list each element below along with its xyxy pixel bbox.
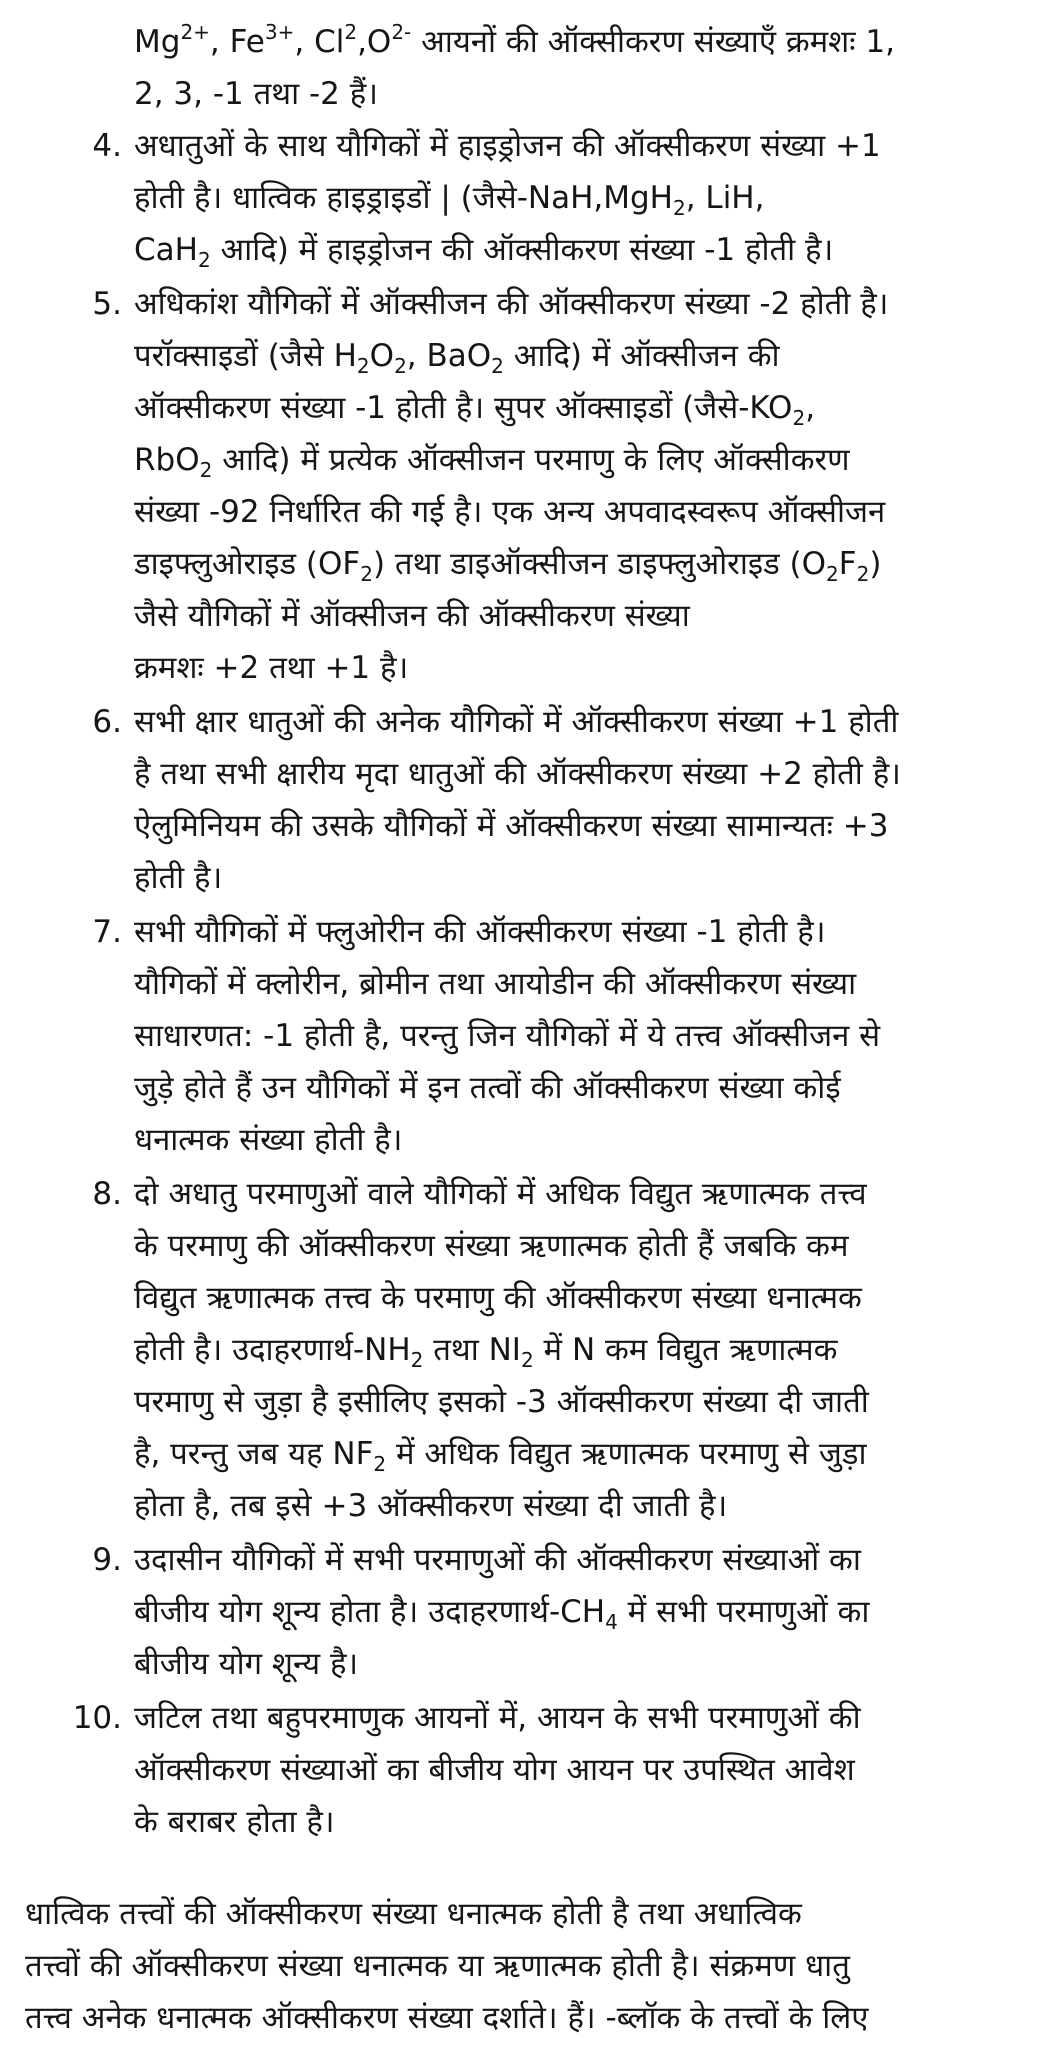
list-item-line: साधारणत: -1 होती है, परन्तु जिन यौगिकों में ये तत्त्व ऑक्सीजन से: [134, 1018, 881, 1054]
list-item-line: के परमाणु की ऑक्सीकरण संख्या ऋणात्मक होती हैं जबकि कम: [134, 1228, 849, 1264]
list-item-line: धनात्मक संख्या होती है।: [134, 1122, 403, 1158]
intro-line-2: 2, 3, -1 तथा -2 हैं।: [134, 76, 378, 112]
list-item-line: अधातुओं के साथ यौगिकों में हाइड्रोजन की ऑक्सीकरण संख्या +1: [134, 128, 881, 164]
list-item-line: यौगिकों में क्लोरीन, ब्रोमीन तथा आयोडीन की ऑक्सीकरण संख्या: [134, 966, 857, 1002]
paragraph-line: तत्त्वों की ऑक्सीकरण संख्या धनात्मक या ऋणात्मक होती है। संक्रमण धातु: [25, 1948, 850, 1984]
list-item-number: 10.: [72, 1700, 122, 1736]
list-item-line: के बराबर होता है।: [134, 1804, 335, 1840]
list-item-line: संख्या -92 निर्धारित की गई है। एक अन्य अपवादस्वरूप ऑक्सीजन: [134, 494, 886, 530]
list-item-number: 9.: [92, 1542, 122, 1578]
list-item-line: अधिकांश यौगिकों में ऑक्सीजन की ऑक्सीकरण संख्या -2 होती है।: [134, 286, 889, 322]
list-item-line: ऑक्सीकरण संख्या -1 होती है। सुपर ऑक्साइडों ($जैसे-KO_2$,: [134, 390, 816, 430]
list-item-number: 4.: [92, 128, 122, 164]
list-item-line: डाइफ्लुओराइड $(OF_2)$ तथा डाइऑक्सीजन डाइफ्लुओराइड $(O_2F_2)$: [134, 546, 882, 586]
list-item-line: जैसे यौगिकों में ऑक्सीजन की ऑक्सीकरण संख्या: [134, 598, 690, 634]
list-item-line: सभी यौगिकों में फ्लुओरीन की ऑक्सीकरण संख्या -1 होती है।: [134, 914, 826, 950]
list-item-line: है तथा सभी क्षारीय मृदा धातुओं की ऑक्सीकरण संख्या +2 होती है।: [134, 756, 901, 792]
list-item-line: होता है, तब इसे +3 ऑक्सीकरण संख्या दी जाती है।: [134, 1488, 728, 1524]
list-item-line: जटिल तथा बहुपरमाणुक आयनों में, आयन के सभी परमाणुओं की: [134, 1700, 861, 1736]
list-item-line: बीजीय योग शून्य होता है। $उदाहरणार्थ-CH_4$ में सभी परमाणुओं का: [134, 1594, 870, 1634]
list-item-line: है, परन्तु जब यह $NF_2$ में अधिक विद्युत ऋणात्मक परमाणु से जुड़ा: [134, 1436, 867, 1476]
list-item-line: बीजीय योग शून्य है।: [134, 1646, 359, 1682]
intro-line-1: $Mg^{2+}$, $Fe^{3+}$, $Cl^2,O^{2-}$ आयनों की ऑक्सीकरण संख्याएँ क्रमशः 1,: [134, 20, 895, 60]
list-item-line: दो अधातु परमाणुओं वाले यौगिकों में अधिक विद्युत ऋणात्मक तत्त्व: [134, 1176, 867, 1212]
list-item-line: होती है। $उदाहरणार्थ-NH_2$ तथा $NI_2$ में N कम विद्युत ऋणात्मक: [134, 1332, 838, 1372]
paragraph-line: धात्विक तत्त्वों की ऑक्सीकरण संख्या धनात्मक होती है तथा अधात्विक: [25, 1896, 802, 1932]
list-item-line: ऑक्सीकरण संख्याओं का बीजीय योग आयन पर उपस्थित आवेश: [134, 1752, 855, 1788]
paragraph-line: तत्त्व अनेक धनात्मक ऑक्सीकरण संख्या दर्शाते। हैं। -ब्लॉक के तत्त्वों के लिए: [25, 2000, 869, 2036]
list-item-number: 8.: [92, 1176, 122, 1212]
list-item-line: ऐलुमिनियम की उसके यौगिकों में ऑक्सीकरण संख्या सामान्यतः +3: [134, 808, 889, 844]
list-item-line: होती है।: [134, 860, 223, 896]
list-item-line: होती है। धात्विक हाइड्राइडों | (जैसे-NaH,MgH$_2$, LiH,: [134, 180, 765, 220]
list-item-line: विद्युत ऋणात्मक तत्त्व के परमाणु की ऑक्सीकरण संख्या धनात्मक: [134, 1280, 862, 1316]
list-item-line: परॉक्साइडों (जैसे $H_2O_2$, BaO$_2$ आदि) में ऑक्सीजन की: [134, 338, 780, 378]
list-item-number: 6.: [92, 704, 122, 740]
list-item-line: RbO$_2$ आदि) में प्रत्येक ऑक्सीजन परमाणु के लिए ऑक्सीकरण: [134, 442, 850, 482]
list-item-line: सभी क्षार धातुओं की अनेक यौगिकों में ऑक्सीकरण संख्या +1 होती: [134, 704, 899, 740]
list-item-number: 7.: [92, 914, 122, 950]
list-item-line: उदासीन यौगिकों में सभी परमाणुओं की ऑक्सीकरण संख्याओं का: [134, 1542, 861, 1578]
list-item-line: CaH$_2$ आदि) में हाइड्रोजन की ऑक्सीकरण संख्या -1 होती है।: [134, 232, 834, 272]
list-item-line: जुड़े होते हैं उन यौगिकों में इन तत्वों की ऑक्सीकरण संख्या कोई: [134, 1070, 841, 1106]
list-item-line: क्रमशः +2 तथा +1 है।: [134, 650, 409, 686]
list-item-line: परमाणु से जुड़ा है इसीलिए इसको -3 ऑक्सीकरण संख्या दी जाती: [134, 1384, 869, 1420]
list-item-number: 5.: [92, 286, 122, 322]
